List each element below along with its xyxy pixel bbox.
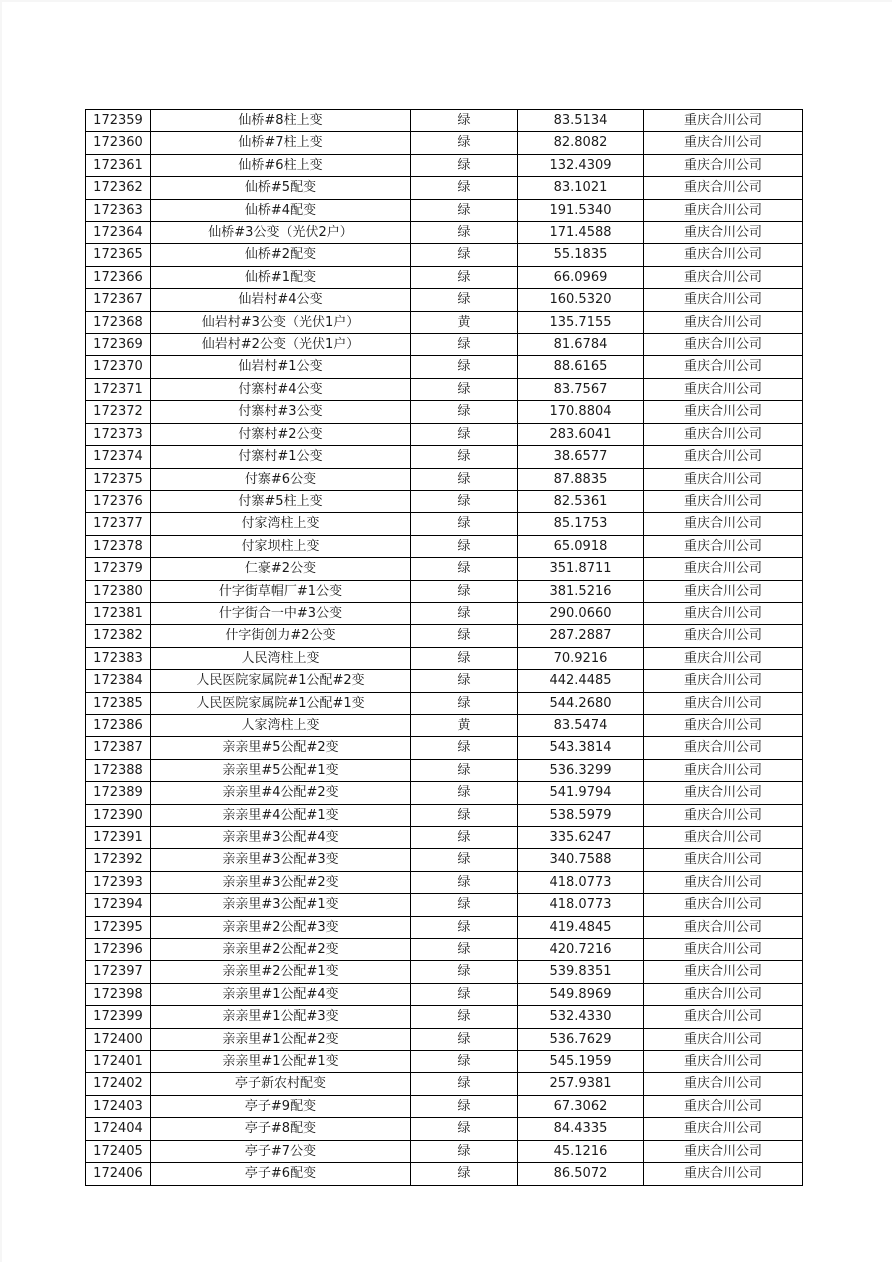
row-name-cell: 仙桥#8柱上变 [151,110,411,132]
row-company-cell: 重庆合川公司 [644,535,803,557]
row-name-cell: 付家湾柱上变 [151,513,411,535]
row-value-cell: 83.5474 [518,714,644,736]
row-company-cell: 重庆合川公司 [644,334,803,356]
row-value-cell: 544.2680 [518,692,644,714]
table-row [86,983,803,1005]
row-company-cell: 重庆合川公司 [644,1006,803,1028]
row-value-cell: 85.1753 [518,513,644,535]
row-company-cell: 重庆合川公司 [644,737,803,759]
row-status-cell: 绿 [411,356,518,378]
table-row [86,602,803,624]
row-value-cell: 83.1021 [518,177,644,199]
row-value-cell: 549.8969 [518,983,644,1005]
row-company-cell: 重庆合川公司 [644,222,803,244]
row-status-cell: 绿 [411,759,518,781]
row-id-cell: 172393 [86,871,151,893]
row-company-cell: 重庆合川公司 [644,199,803,221]
table-row [86,513,803,535]
row-id-cell: 172391 [86,827,151,849]
table-row [86,1118,803,1140]
row-value-cell: 340.7588 [518,849,644,871]
row-id-cell: 172389 [86,782,151,804]
row-status-cell: 绿 [411,1140,518,1162]
row-company-cell: 重庆合川公司 [644,1163,803,1185]
row-company-cell: 重庆合川公司 [644,961,803,983]
table-row [86,939,803,961]
row-value-cell: 132.4309 [518,154,644,176]
row-company-cell: 重庆合川公司 [644,782,803,804]
row-name-cell: 人家湾柱上变 [151,714,411,736]
row-value-cell: 532.4330 [518,1006,644,1028]
row-company-cell: 重庆合川公司 [644,110,803,132]
row-id-cell: 172370 [86,356,151,378]
row-value-cell: 442.4485 [518,670,644,692]
row-status-cell: 绿 [411,513,518,535]
row-company-cell: 重庆合川公司 [644,513,803,535]
row-status-cell: 绿 [411,244,518,266]
row-id-cell: 172380 [86,580,151,602]
row-value-cell: 536.3299 [518,759,644,781]
row-status-cell: 绿 [411,490,518,512]
row-name-cell: 付家坝柱上变 [151,535,411,557]
table-row [86,1006,803,1028]
row-status-cell: 绿 [411,222,518,244]
row-status-cell: 绿 [411,692,518,714]
row-company-cell: 重庆合川公司 [644,558,803,580]
table-row [86,356,803,378]
row-status-cell: 绿 [411,378,518,400]
row-id-cell: 172373 [86,423,151,445]
row-value-cell: 418.0773 [518,894,644,916]
row-value-cell: 418.0773 [518,871,644,893]
row-value-cell: 45.1216 [518,1140,644,1162]
row-name-cell: 仙桥#5配变 [151,177,411,199]
row-id-cell: 172385 [86,692,151,714]
row-id-cell: 172402 [86,1073,151,1095]
row-status-cell: 绿 [411,154,518,176]
row-value-cell: 135.7155 [518,311,644,333]
row-name-cell: 亲亲里#3公配#2变 [151,871,411,893]
table-row [86,558,803,580]
table-row [86,289,803,311]
row-id-cell: 172403 [86,1095,151,1117]
row-id-cell: 172396 [86,939,151,961]
table-row [86,334,803,356]
row-name-cell: 付寨#6公变 [151,468,411,490]
row-status-cell: 绿 [411,939,518,961]
row-value-cell: 541.9794 [518,782,644,804]
table-row [86,222,803,244]
table-row [86,827,803,849]
row-status-cell: 绿 [411,423,518,445]
row-value-cell: 82.8082 [518,132,644,154]
row-name-cell: 付寨村#2公变 [151,423,411,445]
row-company-cell: 重庆合川公司 [644,625,803,647]
row-status-cell: 绿 [411,266,518,288]
row-status-cell: 绿 [411,647,518,669]
table-row [86,446,803,468]
row-value-cell: 70.9216 [518,647,644,669]
row-id-cell: 172386 [86,714,151,736]
row-status-cell: 绿 [411,804,518,826]
row-name-cell: 亲亲里#2公配#1变 [151,961,411,983]
row-company-cell: 重庆合川公司 [644,154,803,176]
row-company-cell: 重庆合川公司 [644,468,803,490]
row-id-cell: 172392 [86,849,151,871]
table-row [86,647,803,669]
row-company-cell: 重庆合川公司 [644,916,803,938]
row-name-cell: 什字街创力#2公变 [151,625,411,647]
row-company-cell: 重庆合川公司 [644,602,803,624]
row-id-cell: 172401 [86,1051,151,1073]
row-value-cell: 86.5072 [518,1163,644,1185]
row-name-cell: 亭子#7公变 [151,1140,411,1162]
row-status-cell: 绿 [411,1095,518,1117]
table-row [86,468,803,490]
row-value-cell: 543.3814 [518,737,644,759]
row-company-cell: 重庆合川公司 [644,401,803,423]
row-value-cell: 84.4335 [518,1118,644,1140]
row-value-cell: 67.3062 [518,1095,644,1117]
row-status-cell: 绿 [411,199,518,221]
document-page [2,2,892,1262]
row-status-cell: 黄 [411,311,518,333]
row-id-cell: 172359 [86,110,151,132]
row-company-cell: 重庆合川公司 [644,939,803,961]
row-name-cell: 付寨#5柱上变 [151,490,411,512]
row-name-cell: 亲亲里#5公配#1变 [151,759,411,781]
row-value-cell: 257.9381 [518,1073,644,1095]
row-id-cell: 172394 [86,894,151,916]
table-row [86,625,803,647]
table-row [86,378,803,400]
row-name-cell: 亲亲里#3公配#3变 [151,849,411,871]
row-company-cell: 重庆合川公司 [644,692,803,714]
row-value-cell: 55.1835 [518,244,644,266]
row-name-cell: 仙岩村#4公变 [151,289,411,311]
table-row [86,1140,803,1162]
table-row [86,804,803,826]
row-name-cell: 仙岩村#3公变（光伏1户） [151,311,411,333]
row-name-cell: 亭子新农村配变 [151,1073,411,1095]
table-row [86,961,803,983]
row-id-cell: 172375 [86,468,151,490]
row-status-cell: 绿 [411,871,518,893]
table-row [86,199,803,221]
row-name-cell: 付寨村#4公变 [151,378,411,400]
row-id-cell: 172379 [86,558,151,580]
row-status-cell: 黄 [411,714,518,736]
row-status-cell: 绿 [411,1006,518,1028]
table-row [86,849,803,871]
row-status-cell: 绿 [411,558,518,580]
row-id-cell: 172364 [86,222,151,244]
row-value-cell: 290.0660 [518,602,644,624]
row-company-cell: 重庆合川公司 [644,266,803,288]
row-name-cell: 仁豪#2公变 [151,558,411,580]
row-company-cell: 重庆合川公司 [644,1051,803,1073]
table-row [86,311,803,333]
table-row [86,1073,803,1095]
row-id-cell: 172384 [86,670,151,692]
row-name-cell: 亲亲里#1公配#1变 [151,1051,411,1073]
table-row [86,490,803,512]
row-value-cell: 82.5361 [518,490,644,512]
table-row [86,714,803,736]
table-row [86,1051,803,1073]
row-id-cell: 172406 [86,1163,151,1185]
row-company-cell: 重庆合川公司 [644,580,803,602]
row-id-cell: 172363 [86,199,151,221]
row-id-cell: 172374 [86,446,151,468]
row-id-cell: 172361 [86,154,151,176]
row-company-cell: 重庆合川公司 [644,244,803,266]
table-row [86,782,803,804]
row-status-cell: 绿 [411,446,518,468]
table-row [86,154,803,176]
table-row [86,266,803,288]
row-id-cell: 172378 [86,535,151,557]
row-name-cell: 亲亲里#4公配#2变 [151,782,411,804]
row-status-cell: 绿 [411,535,518,557]
row-value-cell: 66.0969 [518,266,644,288]
row-name-cell: 亲亲里#3公配#4变 [151,827,411,849]
row-company-cell: 重庆合川公司 [644,132,803,154]
row-id-cell: 172405 [86,1140,151,1162]
table-row [86,1163,803,1185]
row-value-cell: 536.7629 [518,1028,644,1050]
row-value-cell: 171.4588 [518,222,644,244]
table-row [86,580,803,602]
row-status-cell: 绿 [411,1163,518,1185]
row-value-cell: 88.6165 [518,356,644,378]
row-status-cell: 绿 [411,1028,518,1050]
row-name-cell: 仙岩村#2公变（光伏1户） [151,334,411,356]
row-name-cell: 亲亲里#2公配#3变 [151,916,411,938]
row-name-cell: 亲亲里#5公配#2变 [151,737,411,759]
row-id-cell: 172387 [86,737,151,759]
transformer-table-body [86,110,803,1186]
row-name-cell: 仙桥#3公变（光伏2户） [151,222,411,244]
row-status-cell: 绿 [411,1118,518,1140]
table-row [86,401,803,423]
row-id-cell: 172368 [86,311,151,333]
row-value-cell: 351.8711 [518,558,644,580]
row-company-cell: 重庆合川公司 [644,849,803,871]
row-status-cell: 绿 [411,177,518,199]
row-status-cell: 绿 [411,401,518,423]
table-row [86,244,803,266]
row-id-cell: 172369 [86,334,151,356]
row-name-cell: 人民医院家属院#1公配#1变 [151,692,411,714]
table-row [86,871,803,893]
row-company-cell: 重庆合川公司 [644,1095,803,1117]
table-row [86,535,803,557]
row-name-cell: 人民医院家属院#1公配#2变 [151,670,411,692]
row-value-cell: 538.5979 [518,804,644,826]
row-value-cell: 419.4845 [518,916,644,938]
table-row [86,894,803,916]
row-value-cell: 38.6577 [518,446,644,468]
row-id-cell: 172404 [86,1118,151,1140]
row-company-cell: 重庆合川公司 [644,714,803,736]
row-status-cell: 绿 [411,289,518,311]
table-row [86,692,803,714]
row-id-cell: 172365 [86,244,151,266]
row-value-cell: 283.6041 [518,423,644,445]
table-row [86,1028,803,1050]
table-row [86,670,803,692]
row-name-cell: 仙桥#1配变 [151,266,411,288]
row-status-cell: 绿 [411,670,518,692]
row-company-cell: 重庆合川公司 [644,446,803,468]
row-value-cell: 539.8351 [518,961,644,983]
row-company-cell: 重庆合川公司 [644,177,803,199]
row-status-cell: 绿 [411,894,518,916]
row-name-cell: 付寨村#3公变 [151,401,411,423]
row-name-cell: 亭子#6配变 [151,1163,411,1185]
row-company-cell: 重庆合川公司 [644,1140,803,1162]
row-id-cell: 172381 [86,602,151,624]
row-name-cell: 什字街合一中#3公变 [151,602,411,624]
row-company-cell: 重庆合川公司 [644,423,803,445]
table-row [86,737,803,759]
row-name-cell: 亲亲里#1公配#4变 [151,983,411,1005]
row-status-cell: 绿 [411,737,518,759]
row-id-cell: 172383 [86,647,151,669]
row-company-cell: 重庆合川公司 [644,827,803,849]
row-name-cell: 什字街草帽厂#1公变 [151,580,411,602]
row-name-cell: 亭子#9配变 [151,1095,411,1117]
row-company-cell: 重庆合川公司 [644,378,803,400]
row-status-cell: 绿 [411,1051,518,1073]
row-value-cell: 170.8804 [518,401,644,423]
row-value-cell: 83.7567 [518,378,644,400]
row-status-cell: 绿 [411,916,518,938]
row-name-cell: 仙岩村#1公变 [151,356,411,378]
row-status-cell: 绿 [411,580,518,602]
row-id-cell: 172398 [86,983,151,1005]
row-status-cell: 绿 [411,1073,518,1095]
row-status-cell: 绿 [411,961,518,983]
row-company-cell: 重庆合川公司 [644,871,803,893]
row-id-cell: 172367 [86,289,151,311]
row-value-cell: 83.5134 [518,110,644,132]
row-value-cell: 287.2887 [518,625,644,647]
row-value-cell: 87.8835 [518,468,644,490]
row-name-cell: 付寨村#1公变 [151,446,411,468]
table-row [86,423,803,445]
row-id-cell: 172399 [86,1006,151,1028]
row-id-cell: 172397 [86,961,151,983]
row-company-cell: 重庆合川公司 [644,894,803,916]
row-value-cell: 191.5340 [518,199,644,221]
row-name-cell: 亭子#8配变 [151,1118,411,1140]
row-company-cell: 重庆合川公司 [644,1073,803,1095]
row-name-cell: 亲亲里#4公配#1变 [151,804,411,826]
row-name-cell: 亲亲里#1公配#2变 [151,1028,411,1050]
table-row [86,1095,803,1117]
row-company-cell: 重庆合川公司 [644,670,803,692]
row-id-cell: 172395 [86,916,151,938]
row-value-cell: 420.7216 [518,939,644,961]
row-value-cell: 160.5320 [518,289,644,311]
row-status-cell: 绿 [411,827,518,849]
row-company-cell: 重庆合川公司 [644,804,803,826]
row-id-cell: 172400 [86,1028,151,1050]
row-value-cell: 381.5216 [518,580,644,602]
row-value-cell: 81.6784 [518,334,644,356]
table-row [86,110,803,132]
row-status-cell: 绿 [411,132,518,154]
row-company-cell: 重庆合川公司 [644,311,803,333]
table-row [86,177,803,199]
row-id-cell: 172360 [86,132,151,154]
row-name-cell: 人民湾柱上变 [151,647,411,669]
table-row [86,916,803,938]
row-status-cell: 绿 [411,602,518,624]
row-company-cell: 重庆合川公司 [644,289,803,311]
row-id-cell: 172372 [86,401,151,423]
row-company-cell: 重庆合川公司 [644,647,803,669]
row-id-cell: 172390 [86,804,151,826]
row-status-cell: 绿 [411,849,518,871]
row-name-cell: 仙桥#7柱上变 [151,132,411,154]
row-value-cell: 335.6247 [518,827,644,849]
row-status-cell: 绿 [411,468,518,490]
row-id-cell: 172371 [86,378,151,400]
row-name-cell: 亲亲里#2公配#2变 [151,939,411,961]
row-id-cell: 172388 [86,759,151,781]
row-id-cell: 172362 [86,177,151,199]
row-id-cell: 172382 [86,625,151,647]
row-id-cell: 172366 [86,266,151,288]
row-company-cell: 重庆合川公司 [644,356,803,378]
row-status-cell: 绿 [411,983,518,1005]
row-id-cell: 172376 [86,490,151,512]
row-company-cell: 重庆合川公司 [644,983,803,1005]
row-name-cell: 亲亲里#1公配#3变 [151,1006,411,1028]
row-id-cell: 172377 [86,513,151,535]
row-status-cell: 绿 [411,334,518,356]
row-company-cell: 重庆合川公司 [644,1028,803,1050]
row-name-cell: 仙桥#2配变 [151,244,411,266]
table-row [86,132,803,154]
row-name-cell: 仙桥#6柱上变 [151,154,411,176]
row-value-cell: 65.0918 [518,535,644,557]
row-status-cell: 绿 [411,625,518,647]
row-company-cell: 重庆合川公司 [644,1118,803,1140]
row-name-cell: 亲亲里#3公配#1变 [151,894,411,916]
transformer-data-table [85,109,803,1186]
row-company-cell: 重庆合川公司 [644,759,803,781]
row-value-cell: 545.1959 [518,1051,644,1073]
row-company-cell: 重庆合川公司 [644,490,803,512]
row-status-cell: 绿 [411,782,518,804]
row-status-cell: 绿 [411,110,518,132]
table-row [86,759,803,781]
row-name-cell: 仙桥#4配变 [151,199,411,221]
